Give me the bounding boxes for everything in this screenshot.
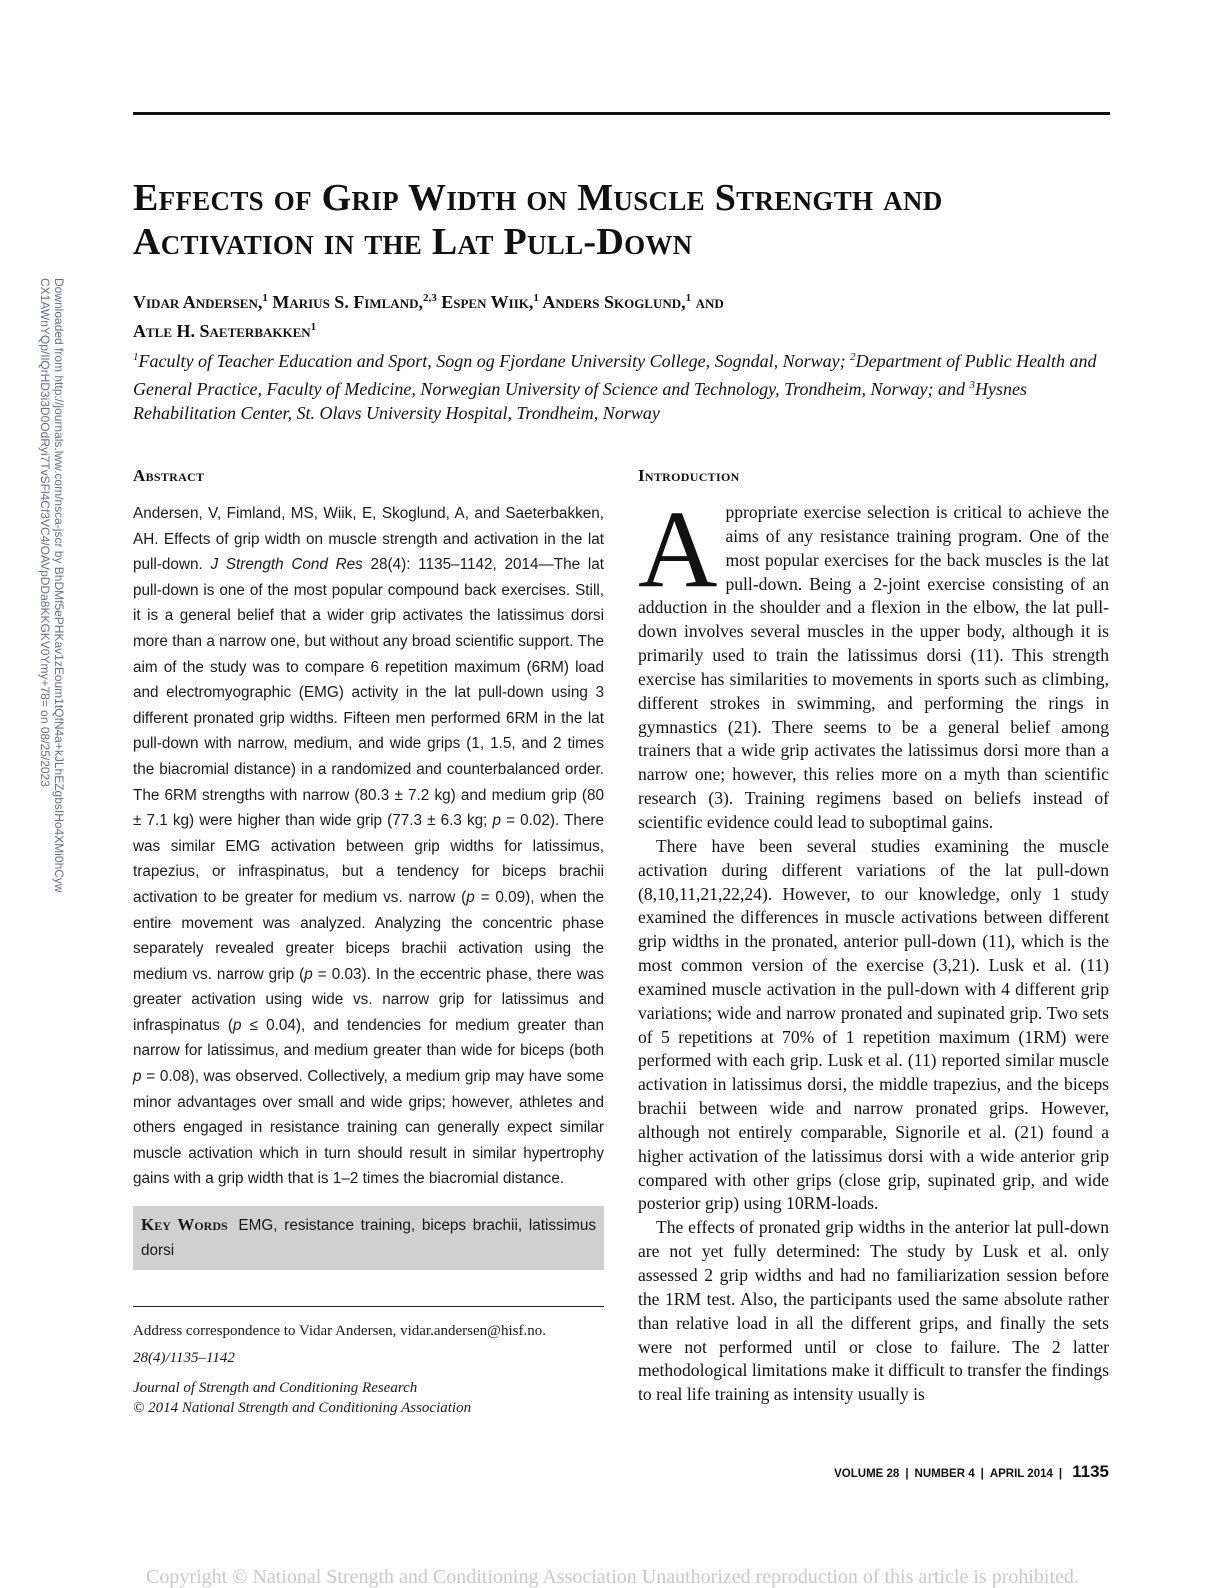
affiliations: [133, 345, 1113, 425]
p-symbol: p: [133, 1068, 142, 1086]
intro-paragraph-1: [638, 488, 1109, 835]
intro-paragraph-3: The effects of pronated grip widths in the anterior lat pull-down are not yet fully determined: The study by Lusk et al. only assessed 2 grip widths and had no familiarization session before the 1RM test. Also, the participants used the same absolute rather than relative load in all the different grips, and finally the sets were not performed until or close to failure. The 2 latter methodological limitations make it difficult to transfer the findings to real life training as intensity usually is: [638, 1217, 1109, 1405]
intro-paragraph-2: There have been several studies examining the muscle activation during different variations of the lat pull-down (8,10,11,21,22,24). However, to our knowledge, only 1 study examined the differences in muscle activations between different grip widths in the pronated, anterior pull-down (11), which is the most common version of the exercise (3,21). Lusk et al. (11) examined muscle activation in the pull-down with 4 different grip variations; wide and narrow pronated and supinated grip. Two sets of 5 repetitions at 70% of 1 repetition maximum (1RM) were performed with each grip. Lusk et al. (11) reported similar muscle activation in latissimus dorsi, the middle trapezius, and the biceps brachii between wide and narrow pronated grips. However, although not entirely comparable, Signorile et al. (21) found a higher activation of the latissimus dorsi with a wide anterior grip compared with other grips (close grip, supinated grip, and wide posterior grip) using 10RM-loads.: [638, 835, 1109, 1214]
author-4: Anders Skoglund,: [542, 292, 686, 312]
journal-name: Journal of Strength and Conditioning Research: [133, 1380, 418, 1397]
abstract-text-3: = 0.09), when the entire movement was analyzed. Analyzing the concentric phase separately revealed greater biceps brachii activation using the medium vs. narrow grip (: [133, 888, 604, 983]
author-1-affil: 1: [262, 292, 268, 304]
author-1: Vidar Andersen,: [133, 292, 263, 312]
page-number: 1135: [1072, 1462, 1109, 1481]
page-footer: [834, 1462, 1109, 1482]
affil-2: Department of Public Health and General Practice, Faculty of Medicine, Norwegian University of Science and Technology, Trondheim, Norway; and: [133, 351, 1097, 399]
p-symbol: p: [492, 812, 501, 830]
author-2: Marius S. Fimland,: [272, 292, 423, 312]
author-2-affil: 2,3: [422, 292, 437, 304]
author-5-affil: 1: [310, 321, 317, 333]
volume-reference: 28(4)/1135–1142: [133, 1350, 235, 1367]
abstract-text-6: = 0.08), was observed. Collectively, a medium grip may have some minor advantages over small and wide grips; however, athletes and others engaged in resistance training can generally expect similar muscle activation which in turn should result in similar hypertrophy gains with a grip width that is 1–2 times the biacromial distance.: [133, 1068, 604, 1188]
author-list: [133, 286, 1113, 344]
abstract-citation: Andersen, V, Fimland, MS, Wiik, E, Skoglund, A, and Saeterbakken, AH. Effects of grip width on muscle strength and activation in the lat pull-down.: [133, 505, 604, 574]
abstract-text-2: = 0.02). There was similar EMG activation between grip widths for latissimus, trapezius, or infraspinatus, but a tendency for biceps brachii activation to be greater for medium vs. narrow (: [133, 812, 604, 906]
drop-cap: A: [638, 488, 718, 610]
author-and: and: [695, 292, 724, 312]
left-column: [133, 465, 604, 1418]
abstract-heading: Abstract: [133, 466, 205, 485]
author-5: Atle H. Saeterbakken: [133, 321, 311, 341]
footer-date: APRIL 2014: [989, 1468, 1053, 1480]
footer-separator: |: [905, 1468, 909, 1480]
p-symbol: p: [232, 1016, 242, 1034]
title-line-1: Effects of Grip Width on Muscle Strength and: [133, 177, 943, 219]
footer-volume: VOLUME 28: [834, 1468, 900, 1480]
top-rule: [133, 112, 1110, 115]
affil-2-mark: 2: [850, 351, 856, 363]
keywords-text: EMG, resistance training, biceps brachii, latissimus dorsi: [141, 1217, 596, 1260]
author-3: Espen Wiik,: [441, 292, 534, 312]
abstract-text-1: 28(4): 1135–1142, 2014—The lat pull-down is one of the most popular compound back exercises. Still, it is a general belief that a wider grip activates the latissimus dorsi more than a narrow one, but without any broad scientific support. The aim of the study was to compare 6 repetition maximum (6RM) load and electromyographic (EMG) activity in the lat pull-down using 3 different pronated grip widths. Fifteen men performed 6RM in the lat pull-down with narrow, medium, and wide grips (1, 1.5, and 2 times the biacromial distance) in a randomized and counterbalanced order. The 6RM strengths with narrow (80.3 ± 7.2 kg) and medium grip (80 ± 7.1 kg) were higher than wide grip (77.3 ± 6.3 kg;: [133, 556, 604, 830]
affil-1-mark: 1: [133, 351, 139, 363]
footer-number: NUMBER 4: [914, 1468, 975, 1480]
journal-copyright: © 2014 National Strength and Conditioning Association: [133, 1400, 472, 1417]
watermark-line-1: Downloaded from http://journals.lww.com/nsca-jscr by BhDMf5ePHKav1zEoum1tQfN4a+kJLhEZgbsIHo4XMi0hCyw: [52, 278, 66, 893]
author-4-affil: 1: [685, 292, 692, 304]
keywords-box: [133, 1206, 604, 1270]
article-title: [133, 176, 1113, 264]
p-symbol: p: [304, 965, 313, 983]
affil-3-mark: 3: [969, 379, 976, 391]
abstract-body: [133, 501, 604, 1192]
affil-3: Hysnes Rehabilitation Center, St. Olavs University Hospital, Trondheim, Norway: [133, 379, 1028, 423]
title-line-2: Activation in the Lat Pull-Down: [133, 221, 693, 263]
p-symbol: p: [466, 888, 475, 906]
watermark-line-2: CX1AWnYQp/IlQrHD3i3D0OdRyi7TvSFl4Cf3VC4/OAVpDDa8KKGKV0Ymy+78= on 08/25/2023: [38, 278, 52, 787]
footnote-divider: [133, 1306, 604, 1307]
author-3-affil: 1: [533, 292, 539, 304]
copyright-banner: Copyright © National Strength and Conditioning Association Unauthorized reproduction of this article is prohibited.: [146, 1566, 1079, 1588]
keywords-label: Key Words: [141, 1215, 228, 1235]
affil-1: Faculty of Teacher Education and Sport, Sogn og Fjordane University College, Sogndal, Norway;: [138, 351, 851, 371]
footer-separator: |: [980, 1468, 984, 1480]
introduction-heading: Introduction: [638, 466, 740, 485]
download-watermark: [38, 278, 66, 893]
correspondence-note: Address correspondence to Vidar Andersen, vidar.andersen@hisf.no.: [133, 1323, 546, 1340]
footer-separator: |: [1058, 1468, 1063, 1480]
introduction-body: [638, 488, 1109, 1407]
abstract-journal: J Strength Cond Res: [210, 556, 363, 574]
abstract-text-5: ≤ 0.04), and tendencies for medium greater than narrow for latissimus, and medium greater than wide for biceps (both: [133, 1016, 604, 1060]
right-column: [638, 465, 1109, 1407]
abstract-text-4: = 0.03). In the eccentric phase, there was greater activation using wide vs. narrow grip for latissimus and infraspinatus (: [133, 965, 605, 1034]
intro-paragraph-1-text: ppropriate exercise selection is critical to achieve the aims of any resistance training program. One of the most popular exercises for the back muscles is the lat pull-down. Being a 2-joint exercise consisting of an adduction in the shoulder and a flexion in the elbow, the lat pull-down involves several muscles in the upper body, although it is primarily used to train the latissimus dorsi (11). This strength exercise has similarities to movements in sports such as climbing, different strokes in swimming, and performing the rings in gymnastics (21). There seems to be a general belief among trainers that a wide grip activates the latissimus dorsi more than a narrow one; however, this relies more on a myth than scientific research (3). Training regimens based on beliefs instead of scientific evidence could lead to suboptimal gains.: [638, 502, 1109, 832]
